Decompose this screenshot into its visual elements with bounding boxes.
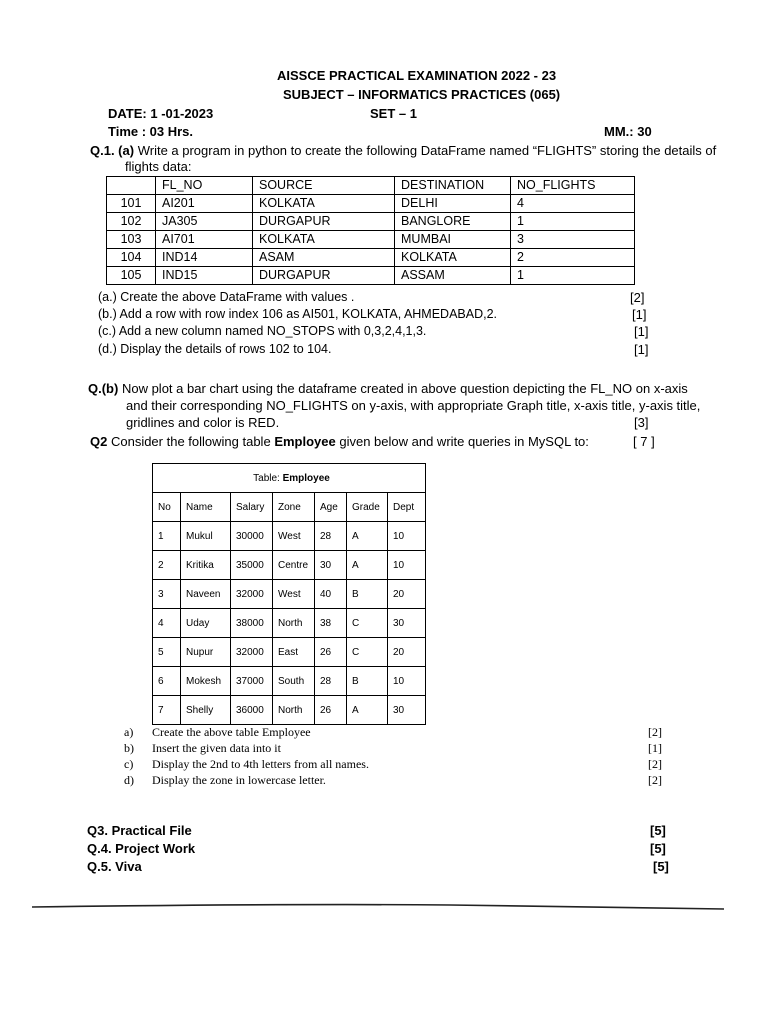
flights-header-cell: SOURCE [253, 177, 395, 195]
table-cell: 38 [315, 609, 347, 638]
q2-part-b-mark: [1] [648, 741, 662, 755]
table-cell: 4 [153, 609, 181, 638]
employee-caption-row [153, 464, 426, 493]
caption-prefix: Table: [253, 472, 280, 484]
employee-header-cell: Salary [231, 493, 273, 522]
table-cell: Mokesh [181, 667, 231, 696]
flights-header-index [107, 177, 156, 195]
exam-date: DATE: 1 -01-2023 [108, 106, 214, 121]
employee-header-cell: Grade [347, 493, 388, 522]
q1b-line2: and their corresponding NO_FLIGHTS on y-axis, with appropriate Graph title, x-axis title, y-axis title, [126, 398, 701, 413]
max-marks: MM.: 30 [604, 124, 652, 139]
q1-part-c-mark: [1] [634, 324, 649, 339]
q4-label: Q.4. Project Work [87, 841, 196, 856]
table-cell: 28 [315, 522, 347, 551]
employee-header-cell: Dept [388, 493, 426, 522]
employee-table [152, 463, 426, 725]
q2-text-post: given below and write queries in MySQL to: [339, 434, 589, 449]
table-cell: C [347, 609, 388, 638]
table-cell: 3 [511, 231, 635, 249]
caption-name: Employee [282, 472, 330, 484]
table-row [107, 267, 635, 285]
q1b-line3: gridlines and color is RED. [126, 415, 280, 430]
q1-question [90, 143, 716, 158]
table-cell: South [273, 667, 315, 696]
table-cell: 32000 [231, 580, 273, 609]
set-number: SET – 1 [370, 106, 417, 121]
q3-label: Q3. Practical File [87, 823, 192, 838]
table-row [153, 551, 426, 580]
table-cell: 6 [153, 667, 181, 696]
table-cell: ASAM [253, 249, 395, 267]
q2-part-d-letter: d) [124, 773, 134, 787]
employee-table-caption [153, 464, 426, 493]
q1b-line1 [88, 381, 688, 396]
table-cell: KOLKATA [395, 249, 511, 267]
table-row [153, 609, 426, 638]
employee-header-row [153, 493, 426, 522]
q5-label: Q.5. Viva [87, 859, 142, 874]
q1-part-a-mark: [2] [630, 290, 645, 305]
table-cell: Naveen [181, 580, 231, 609]
table-row [153, 522, 426, 551]
table-cell: 101 [107, 195, 156, 213]
q4-mark: [5] [650, 841, 666, 856]
q2-part-a-mark: [2] [648, 725, 662, 739]
q1b-mark: [3] [634, 415, 649, 430]
table-cell: AI701 [156, 231, 253, 249]
q2-part-d: Display the zone in lowercase letter. [152, 773, 326, 787]
table-cell: 10 [388, 522, 426, 551]
table-cell: A [347, 522, 388, 551]
table-cell: 4 [511, 195, 635, 213]
table-cell: 30 [388, 696, 426, 725]
table-cell: BANGLORE [395, 213, 511, 231]
q5-mark: [5] [653, 859, 669, 874]
table-cell: 36000 [231, 696, 273, 725]
q1-part-a: (a.) Create the above DataFrame with values . [98, 290, 355, 304]
q2-part-b: Insert the given data into it [152, 741, 281, 755]
exam-time: Time : 03 Hrs. [108, 124, 194, 139]
table-cell: 20 [388, 638, 426, 667]
table-cell: 102 [107, 213, 156, 231]
table-cell: West [273, 522, 315, 551]
table-cell: 26 [315, 696, 347, 725]
table-cell: Nupur [181, 638, 231, 667]
table-cell: 38000 [231, 609, 273, 638]
q2-part-a: Create the above table Employee [152, 725, 311, 739]
table-cell: 40 [315, 580, 347, 609]
table-cell: West [273, 580, 315, 609]
table-cell: Kritika [181, 551, 231, 580]
table-cell: 26 [315, 638, 347, 667]
employee-header-cell: No [153, 493, 181, 522]
flights-header-cell: NO_FLIGHTS [511, 177, 635, 195]
table-row [107, 231, 635, 249]
table-cell: 1 [511, 267, 635, 285]
q2-part-b-letter: b) [124, 741, 134, 755]
table-cell: 30 [315, 551, 347, 580]
table-cell: 104 [107, 249, 156, 267]
table-cell: 20 [388, 580, 426, 609]
table-cell: C [347, 638, 388, 667]
table-cell: A [347, 696, 388, 725]
q1-text-line2: flights data: [125, 159, 192, 174]
q1-part-b-mark: [1] [632, 307, 647, 322]
table-cell: B [347, 580, 388, 609]
flights-header-cell: FL_NO [156, 177, 253, 195]
table-cell: North [273, 696, 315, 725]
table-cell: DURGAPUR [253, 213, 395, 231]
q1b-label: Q.(b) [88, 381, 119, 396]
table-cell: 35000 [231, 551, 273, 580]
q2-part-c: Display the 2nd to 4th letters from all names. [152, 757, 369, 771]
q2-part-c-mark: [2] [648, 757, 662, 771]
table-cell: 5 [153, 638, 181, 667]
table-cell: 1 [153, 522, 181, 551]
table-cell: Centre [273, 551, 315, 580]
table-row [153, 696, 426, 725]
table-row [153, 638, 426, 667]
table-cell: ASSAM [395, 267, 511, 285]
bottom-divider [30, 900, 726, 912]
table-cell: B [347, 667, 388, 696]
table-cell: East [273, 638, 315, 667]
table-cell: DURGAPUR [253, 267, 395, 285]
q2-table-name: Employee [274, 434, 336, 449]
table-cell: 30000 [231, 522, 273, 551]
q2-part-c-letter: c) [124, 757, 134, 771]
table-cell: 30 [388, 609, 426, 638]
q2-part-d-mark: [2] [648, 773, 662, 787]
table-cell: 7 [153, 696, 181, 725]
q2-mark: [ 7 ] [633, 434, 655, 449]
table-cell: North [273, 609, 315, 638]
table-cell: IND14 [156, 249, 253, 267]
employee-header-cell: Age [315, 493, 347, 522]
q1-part-c: (c.) Add a new column named NO_STOPS with 0,3,2,4,1,3. [98, 324, 427, 338]
q1-label: Q.1. (a) [90, 143, 135, 158]
q1-part-b: (b.) Add a row with row index 106 as AI501, KOLKATA, AHMEDABAD,2. [98, 307, 498, 321]
employee-header-cell: Zone [273, 493, 315, 522]
q1-text-line1: Write a program in python to create the following DataFrame named “FLIGHTS” storing the details of [137, 143, 717, 158]
table-cell: Shelly [181, 696, 231, 725]
q2-label: Q2 [90, 434, 108, 449]
flights-table [106, 176, 635, 285]
table-cell: KOLKATA [253, 231, 395, 249]
table-cell: JA305 [156, 213, 253, 231]
q3-mark: [5] [650, 823, 666, 838]
table-cell: 103 [107, 231, 156, 249]
table-cell: Uday [181, 609, 231, 638]
q1-part-d: (d.) Display the details of rows 102 to 104. [98, 342, 332, 356]
table-cell: 28 [315, 667, 347, 696]
table-cell: IND15 [156, 267, 253, 285]
table-cell: Mukul [181, 522, 231, 551]
table-cell: DELHI [395, 195, 511, 213]
exam-title: AISSCE PRACTICAL EXAMINATION 2022 - 23 [277, 68, 557, 83]
table-row [107, 249, 635, 267]
table-cell: 105 [107, 267, 156, 285]
table-cell: 10 [388, 667, 426, 696]
q1b-text: Now plot a bar chart using the dataframe created in above question depicting the FL_NO on x-axis [121, 381, 688, 396]
table-cell: 10 [388, 551, 426, 580]
table-cell: A [347, 551, 388, 580]
flights-header-cell: DESTINATION [395, 177, 511, 195]
table-cell: 1 [511, 213, 635, 231]
table-cell: KOLKATA [253, 195, 395, 213]
table-cell: 32000 [231, 638, 273, 667]
table-row [107, 213, 635, 231]
table-cell: 3 [153, 580, 181, 609]
table-cell: 2 [153, 551, 181, 580]
table-cell: 37000 [231, 667, 273, 696]
table-cell: 2 [511, 249, 635, 267]
q2-question [90, 434, 589, 449]
subject-title: SUBJECT – INFORMATICS PRACTICES (065) [283, 87, 561, 102]
table-cell: AI201 [156, 195, 253, 213]
q1-part-d-mark: [1] [634, 342, 649, 357]
flights-header-row [107, 177, 635, 195]
table-row [153, 580, 426, 609]
q2-part-a-letter: a) [124, 725, 134, 739]
table-cell: MUMBAI [395, 231, 511, 249]
q2-text-pre: Consider the following table [110, 434, 271, 449]
table-row [107, 195, 635, 213]
table-row [153, 667, 426, 696]
employee-header-cell: Name [181, 493, 231, 522]
